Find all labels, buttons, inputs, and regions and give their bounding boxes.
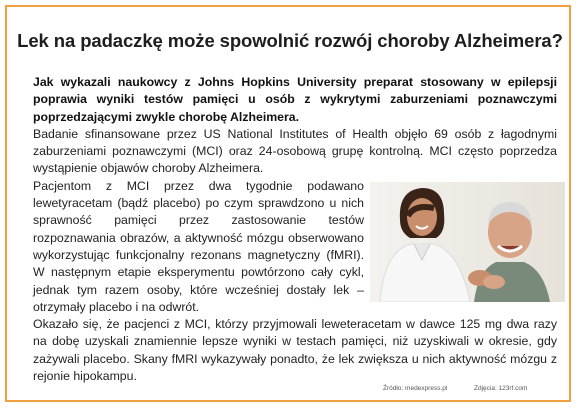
article-title: Lek na padaczkę może spowolnić rozwój choroby Alzheimera? <box>17 30 563 51</box>
source-credit: Źródło: medexpress.pl <box>383 385 448 392</box>
article-frame <box>5 5 571 402</box>
article-photo <box>370 182 565 302</box>
article-paragraph-3: Okazało się, że pacjenci z MCI, którzy przyjmowali leweteracetam w dawce 125 mg dwa razy na dobę uzyskali znamiennie lepsze wyniki w testach pamięci, niż uzyskiwali w okresie, gdy zażywali placebo. Skany fMRI wykazywały ponadto, że lek zwiększa u nich aktywność mózgu z rejonie hipokampu. <box>33 317 557 384</box>
article-body <box>33 74 557 385</box>
photo-credit: Zdjęcia: 123rf.com <box>474 385 528 392</box>
article-paragraph-1: Badanie sfinansowane przez US National Institutes of Health objęło 69 osób z łagodnymi zaburzeniami poznawczymi (MCI) oraz 24-osobową grupę kontrolną. MCI często poprzedza wystąpienie objawów choroby Alzheimera. <box>33 126 557 176</box>
article-lead: Jak wykazali naukowcy z Johns Hopkins University preparat stosowany w epilepsji poprawia wyniki testów pamięci u osób z wykrytymi zaburzeniami poznawczymi poprzedzającymi zwykle chorobę Alzheimera. <box>33 75 557 124</box>
article-paragraph-2: Pacjentom z MCI przez dwa tygodnie podawano lewetyracetam (bądź placebo) po czym sprawdzono u nich sprawność pamięci przez zastosowanie testów rozpoznawania obrazów, a aktywność mózgu obserwowano wykorzystując funkcjonalny rezonans magnetyczny (fMRI). W następnym etapie eksperymentu powtórzono cały cykl, jednak tym razem osoby, które wcześniej dostały lek – otrzymały placebo i na odwrót. <box>33 178 364 314</box>
